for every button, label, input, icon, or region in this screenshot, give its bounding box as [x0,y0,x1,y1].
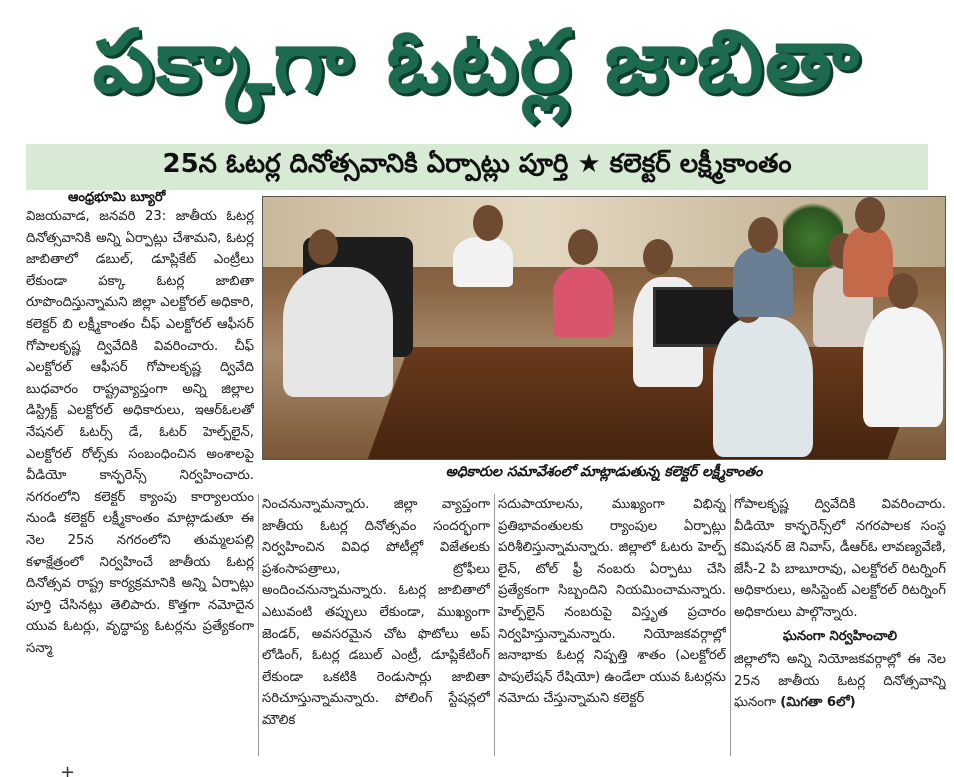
byline: ఆంధ్రభూమి బ్యూరో [68,190,166,205]
column-divider [258,494,259,756]
section-subhead: ఘనంగా నిర్వహించాలి [782,628,898,644]
photo-head [888,273,918,309]
photo-head [748,217,778,253]
photo-head [643,239,673,275]
photo-person [713,317,813,457]
photo-head [568,229,598,265]
photo-caption: అధికారుల సమావేశంలో మాట్లాడుతున్న కలెక్టర్ లక్ష్మీకాంతం [445,464,763,480]
photo-person [553,267,613,337]
column-3-text: సదుపాయాలను, ముఖ్యంగా విభిన్న ప్రతిభావంతులకు ర్యాంపుల ఏర్పాట్లు పరిశీలిస్తున్నామన్నారు. జిల్లాలో ఓటరు హెల్ప్ లైన్, టోల్ ఫ్రీ నంబరు ఏర్పాటు చేసి ప్రత్యేకంగా సిబ్బందిని నియమించామన్నారు. హెల్ప్‌లైన్ నంబరుపై విస్తృత ప్రచారం నిర్వహిస్తున్నామన్నారు. నియోజకవర్గాల్లో జనాభాకు ఓటర్ల నిష్పత్తి శాతం (ఎలక్టోరల్ పాపులేషన్ రేషియో) ఉండేలా యువ ఓటర్లను నమోదు చేస్తున్నామని కలెక్టర్ [498,497,726,707]
column-divider [730,494,731,756]
headline: పక్కాగా ఓటర్ల జాబితా [92,11,862,112]
subheadline: 25న ఓటర్ల దినోత్సవానికి ఏర్పాట్లు పూర్తి ★ కలెక్టర్ లక్ష్మీకాంతం [26,144,928,190]
photo-person [843,227,893,297]
photo-person [733,247,793,317]
article-column-2 [262,494,490,756]
photo-person [863,307,943,427]
article-column-3 [498,494,726,756]
photo-head [855,197,885,233]
article-column-1 [26,206,254,766]
photo-person-collector [283,267,393,397]
photo-head [308,229,338,265]
column-1-text: విజయవాడ, జనవరి 23: జాతీయ ఓటర్ల దినోత్సవానికి అన్ని ఏర్పాట్లు చేశామని, ఓటర్ల జాబితాలో డబుల్, డూప్లికేట్ ఎంట్రీలు లేకుండా పక్కా ఓటర్ల జాబితా రూపొందిస్తున్నామని జిల్లా ఎలక్టోరల్ అధికారి, కలెక్టర్ బి లక్ష్మీకాంతం చీఫ్ ఎలక్టోరల్ ఆఫీసర్ గోపాలకృష్ణ ద్వివేదికి వివరించారు. చీఫ్ ఎలక్టోరల్ ఆఫీసర్ గోపాలకృష్ణ ద్వివేది బుధవారం రాష్ట్రవ్యాప్తంగా అన్ని జిల్లాల డిస్ట్రిక్ట్ ఎలక్టోరల్ అధికారులు, ఇఆర్ఓలతో నేషనల్ ఓటర్స్ డే, ఓటర్ హెల్ప్‌లైన్, ఎలక్టోరల్ రోల్స్‌కు సంబంధించిన అంశాలపై వీడియో కాన్ఫరెన్స్ నిర్వహించారు. నగరంలోని కలెక్టర్ క్యాంపు కార్యాలయం నుండి కలెక్టర్ లక్ష్మీకాంతం మాట్లాడుతూ ఈ నెల 25న నగరంలోని తుమ్మలపల్లి కళాక్షేత్రంలో నిర్వహించే జాతీయ ఓటర్ల దినోత్సవ రాష్ట్ర కార్యక్రమానికి అన్ని ఏర్పాట్లు పూర్తి చేసినట్లు తెలిపారు. కొత్తగా నమోదైన యువ ఓటర్లు, వృద్ధాప్య ఓటర్లను ప్రత్యేకంగా సన్మా [26,209,254,656]
column-4-text-part2: జిల్లాలోని అన్ని నియోజకవర్గాల్లో ఈ నెల 25న జాతీయ ఓటర్ల దినోత్సవాన్ని ఘనంగా [734,652,946,711]
column-2-text: నించనున్నామన్నారు. జిల్లా వ్యాప్తంగా జాతీయ ఓటర్ల దినోత్సవం సందర్భంగా నిర్వహించిన వివిధ పోటీల్లో విజేతలకు ప్రశంసాపత్రాలు, ట్రోఫీలు అందించనున్నామన్నారు. ఓటర్ల జాబితాలో ఎటువంటి తప్పులు లేకుండా, ముఖ్యంగా జెండర్, అవసరమైన చోట ఫొటోలు అప్ లోడింగ్, ఓటర్ల డబుల్ ఎంట్రీ, డూప్లికేటింగ్ లేకుండా ఒకటికి రెండుసార్లు జాబితా సరిచూస్తున్నామన్నారు. పోలింగ్ స్టేషన్లలో మౌలిక [262,497,490,728]
crop-mark-icon: + [60,762,76,777]
column-4-text-continued [734,649,946,714]
column-divider [494,494,495,756]
news-photo [262,196,946,460]
column-4-text: గోపాలకృష్ణ ద్వివేదికి వివరించారు. వీడియో కాన్ఫరెన్స్‌లో నగరపాలక సంస్థ కమిషనర్ జె నివాస్, డీఆర్‌ఓ లావణ్యవేణి, జేసీ-2 పి బాబూరావు, ఎలక్టోరల్ రిటర్నింగ్ అధికారులు, అసిస్టెంట్ ఎలక్టోరల్ రిటర్నింగ్ అధికారులు పాల్గొన్నారు. [734,497,946,620]
article-column-4 [734,494,946,756]
photo-person [453,237,513,287]
photo-head [473,205,503,241]
continued-marker: (మిగతా 6లో) [780,695,856,711]
